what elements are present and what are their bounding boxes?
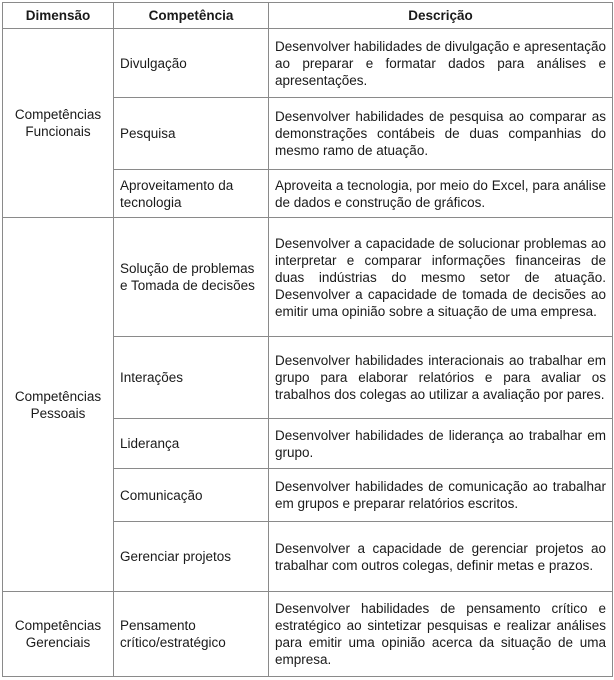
- description-cell: Aproveita a tecnologia, por meio do Excel, para análise de dados e construção de gráficos.: [269, 170, 613, 218]
- description-cell: Desenvolver habilidades interacionais ao trabalhar em grupo para elaborar relatórios e para avaliar os trabalhos dos colegas ao utilizar a avaliação por pares.: [269, 337, 613, 419]
- description-cell: Desenvolver a capacidade de solucionar problemas ao interpretar e comparar informações financeiras de duas indústrias do mesmo setor de atuação. Desenvolver a capacidade de tomada de decisões ao emitir uma opinião sobre a situação de uma empresa.: [269, 218, 613, 337]
- dimension-label: Competências Gerenciais: [14, 618, 102, 650]
- table-header-row: [3, 3, 613, 29]
- description-cell: Desenvolver a capacidade de gerenciar projetos ao trabalhar com outros colegas, definir metas e prazos.: [269, 522, 613, 592]
- competence-cell: Gerenciar projetos: [114, 522, 269, 592]
- description-cell: Desenvolver habilidades de pensamento crítico e estratégico ao sintetizar pesquisas e realizar análises para emitir uma opinião acerca da situação de uma empresa.: [269, 592, 613, 677]
- table-row: [3, 218, 613, 337]
- description-cell: Desenvolver habilidades de comunicação ao trabalhar em grupos e preparar relatórios escritos.: [269, 469, 613, 522]
- table-row: [3, 29, 613, 98]
- header-competence: Competência: [114, 3, 269, 29]
- competencies-table: [2, 2, 613, 677]
- header-description: Descrição: [269, 3, 613, 29]
- competence-cell: Comunicação: [114, 469, 269, 522]
- competence-cell: Pensamento crítico/estratégico: [114, 592, 269, 677]
- competence-cell: Divulgação: [114, 29, 269, 98]
- table-row: [3, 592, 613, 677]
- competence-cell: Interações: [114, 337, 269, 419]
- header-dimension: Dimensão: [3, 3, 114, 29]
- description-cell: Desenvolver habilidades de liderança ao trabalhar em grupo.: [269, 419, 613, 469]
- description-cell: Desenvolver habilidades de divulgação e apresentação ao preparar e formatar dados para análises e apresentações.: [269, 29, 613, 98]
- dimension-cell-funcionais: [3, 29, 114, 218]
- dimension-label: Competências Funcionais: [14, 107, 102, 139]
- description-cell: Desenvolver habilidades de pesquisa ao comparar as demonstrações contábeis de duas companhias do mesmo ramo de atuação.: [269, 98, 613, 170]
- competence-cell: Solução de problemas e Tomada de decisões: [114, 218, 269, 337]
- dimension-cell-pessoais: [3, 218, 114, 592]
- dimension-cell-gerenciais: [3, 592, 114, 677]
- competence-cell: Pesquisa: [114, 98, 269, 170]
- competence-cell: Liderança: [114, 419, 269, 469]
- dimension-label: Competências Pessoais: [14, 388, 102, 421]
- competence-cell: Aproveitamento da tecnologia: [114, 170, 269, 218]
